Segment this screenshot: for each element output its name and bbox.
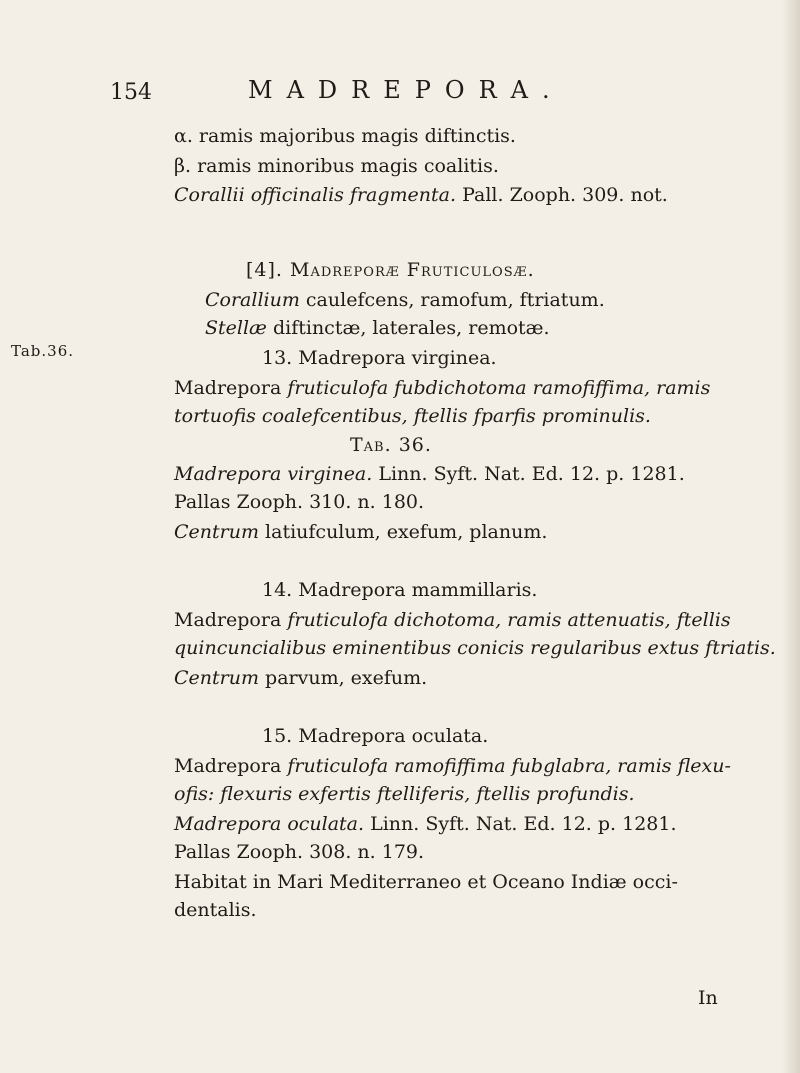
corallii-italic: Corallii officinalis fragmenta. bbox=[174, 184, 457, 206]
species-13-title: 13. Madrepora virginea. bbox=[262, 347, 497, 369]
corallium-description bbox=[205, 288, 605, 312]
species-13-diagnosis: fruticulofa fubdichotoma ramofiffima, ramis bbox=[287, 377, 711, 399]
corallii-rest: Pall. Zooph. 309. not. bbox=[456, 184, 668, 206]
species-15-linnaeus-ref bbox=[174, 812, 677, 836]
species-15-habitat-1: Habitat in Mari Mediterraneo et Oceano Indiæ occi- bbox=[174, 871, 678, 893]
species-13-plate: Tab. 36. bbox=[350, 434, 432, 456]
species-13-ref-rest: Linn. Syft. Nat. Ed. 12. p. 1281. bbox=[372, 463, 685, 485]
species-13-description-2: tortuofis coalefcentibus, ftellis fparfis prominulis. bbox=[174, 405, 651, 427]
corallii-reference bbox=[174, 183, 668, 207]
species-15-habitat-2: dentalis. bbox=[174, 899, 257, 921]
species-14-title: 14. Madrepora mammillaris. bbox=[262, 579, 538, 601]
species-13-genus: Madrepora bbox=[174, 377, 288, 399]
corallium-rest: caulefcens, ramofum, ftriatum. bbox=[299, 289, 605, 311]
species-14-description-2: quincuncialibus eminentibus conicis regularibus extus ftriatis. bbox=[174, 637, 776, 659]
section-heading: [4]. Madreporæ Fruticulosæ. bbox=[246, 259, 535, 281]
species-13-centrum bbox=[174, 520, 547, 544]
species-14-diagnosis: fruticulofa dichotoma, ramis attenuatis, ftellis bbox=[287, 609, 731, 631]
species-14-centrum-label: Centrum bbox=[174, 667, 259, 689]
species-13-pallas-ref: Pallas Zooph. 310. n. 180. bbox=[174, 491, 425, 513]
species-13-ref-name: Madrepora virginea. bbox=[174, 463, 373, 485]
species-14-centrum bbox=[174, 666, 427, 690]
species-13-centrum-text: latiufculum, exefum, planum. bbox=[259, 521, 548, 543]
stellae-rest: diftinctæ, laterales, remotæ. bbox=[266, 317, 550, 339]
species-15-description-2: ofis: flexuris exfertis ftelliferis, ftellis profundis. bbox=[174, 783, 635, 805]
running-title: MADREPORA. bbox=[248, 76, 564, 104]
stellae-description bbox=[205, 316, 550, 340]
margin-note-tab: Tab.36. bbox=[11, 342, 75, 360]
page-number: 154 bbox=[110, 80, 152, 105]
species-15-title: 15. Madrepora oculata. bbox=[262, 725, 489, 747]
species-15-diagnosis: fruticulofa ramofiffima fubglabra, ramis flexu- bbox=[287, 755, 731, 777]
species-13-description-1 bbox=[174, 376, 710, 400]
corallium-italic: Corallium bbox=[205, 289, 300, 311]
species-15-pallas-ref: Pallas Zooph. 308. n. 179. bbox=[174, 841, 425, 863]
species-14-description-1 bbox=[174, 608, 731, 632]
species-14-genus: Madrepora bbox=[174, 609, 288, 631]
variety-alpha: α. ramis majoribus magis diftinctis. bbox=[174, 125, 516, 147]
species-14-centrum-text: parvum, exefum. bbox=[259, 667, 428, 689]
species-15-description-1 bbox=[174, 754, 731, 778]
species-13-centrum-label: Centrum bbox=[174, 521, 259, 543]
species-15-ref-name: Madrepora oculata. bbox=[174, 813, 365, 835]
species-15-genus: Madrepora bbox=[174, 755, 288, 777]
species-13-linnaeus-ref bbox=[174, 462, 685, 486]
variety-beta: β. ramis minoribus magis coalitis. bbox=[174, 155, 499, 177]
page-edge-shadow bbox=[782, 0, 800, 1073]
stellae-italic: Stellæ bbox=[205, 317, 267, 339]
catchword: In bbox=[698, 987, 718, 1009]
species-15-ref-rest: Linn. Syft. Nat. Ed. 12. p. 1281. bbox=[364, 813, 677, 835]
